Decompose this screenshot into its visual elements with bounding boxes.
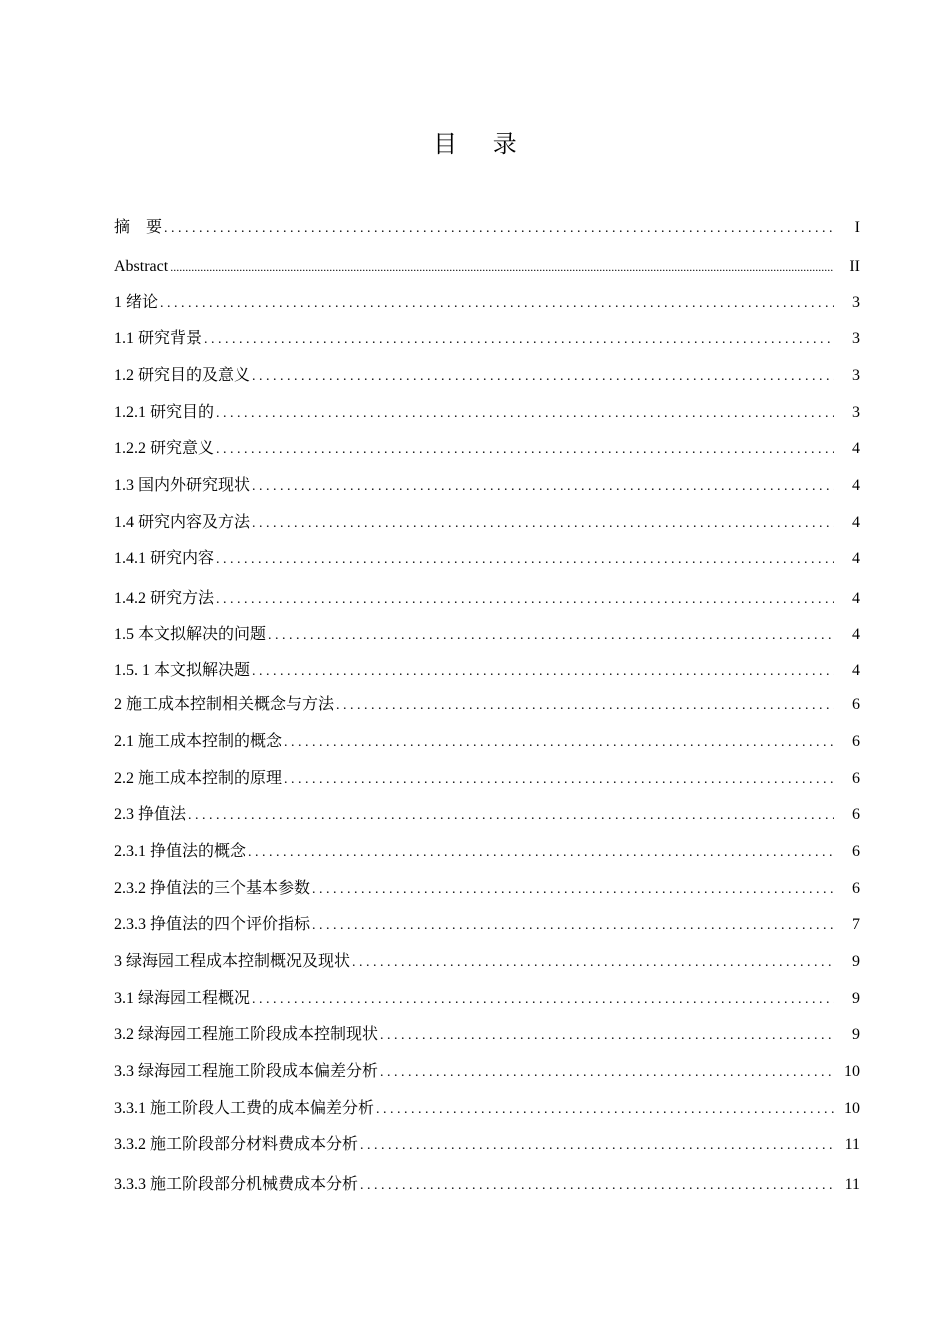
- toc-entry-page: 3: [852, 330, 860, 347]
- toc-entry-label: 1.5. 1 本文拟解决题: [114, 662, 251, 679]
- toc-leader-dots: [160, 292, 834, 316]
- toc-leader-dots: [376, 1098, 834, 1122]
- toc-entry-label: 1 绪论: [114, 294, 159, 311]
- toc-entry-label: 3.3.3 施工阶段部分机械费成本分析: [114, 1176, 359, 1193]
- toc-entry-label: 3.2 绿海园工程施工阶段成本控制现状: [114, 1026, 379, 1043]
- toc-leader-dots: [380, 1061, 834, 1085]
- toc-entry-page: 6: [852, 843, 860, 860]
- toc-entry-label: 3.1 绿海园工程概况: [114, 990, 251, 1007]
- toc-entry-label: 2.3 挣值法: [114, 806, 187, 823]
- toc-leader-dots: [216, 438, 834, 462]
- toc-entry-page: 4: [852, 550, 860, 567]
- toc-entry[interactable]: [114, 437, 860, 461]
- toc-leader-dots: [170, 255, 834, 280]
- toc-entry-page: 4: [852, 477, 860, 494]
- toc-entry-label: 1.4 研究内容及方法: [114, 514, 251, 531]
- toc-leader-dots: [204, 328, 834, 352]
- toc-entry[interactable]: [114, 803, 860, 827]
- toc-entry-label: 摘 要: [114, 219, 163, 236]
- toc-entry-page: 4: [852, 662, 860, 679]
- toc-entry[interactable]: [114, 913, 860, 937]
- toc-entry-label: 2 施工成本控制相关概念与方法: [114, 696, 335, 713]
- toc-entry-page: 6: [852, 733, 860, 750]
- toc-entry[interactable]: [114, 401, 860, 425]
- toc-entry[interactable]: [114, 255, 860, 279]
- toc-entry-label: 1.2.1 研究目的: [114, 404, 215, 421]
- toc-entry-page: 9: [852, 953, 860, 970]
- toc-leader-dots: [312, 914, 834, 938]
- toc-leader-dots: [268, 624, 834, 648]
- toc-leader-dots: [252, 512, 834, 536]
- toc-entry-label: 2.3.2 挣值法的三个基本参数: [114, 880, 311, 897]
- toc-entry[interactable]: [114, 1173, 860, 1197]
- toc-entry-label: 1.4.2 研究方法: [114, 590, 215, 607]
- toc-entry-label: 3.3.2 施工阶段部分材料费成本分析: [114, 1136, 359, 1153]
- toc-entry[interactable]: [114, 730, 860, 754]
- toc-leader-dots: [188, 804, 834, 828]
- toc-entry[interactable]: [114, 291, 860, 315]
- toc-entry-label: 2.1 施工成本控制的概念: [114, 733, 283, 750]
- toc-leader-dots: [360, 1174, 834, 1198]
- toc-leader-dots: [216, 548, 834, 572]
- toc-leader-dots: [252, 660, 834, 684]
- toc-entry-page: 3: [852, 294, 860, 311]
- toc-leader-dots: [336, 694, 834, 718]
- toc-leader-dots: [284, 731, 834, 755]
- toc-entry-label: 2.3.3 挣值法的四个评价指标: [114, 916, 311, 933]
- toc-entry-page: 6: [852, 770, 860, 787]
- toc-entry-label: 2.2 施工成本控制的原理: [114, 770, 283, 787]
- toc-entry[interactable]: [114, 587, 860, 611]
- toc-entry[interactable]: [114, 1133, 860, 1157]
- toc-entry-page: I: [854, 219, 860, 236]
- toc-entry[interactable]: [114, 216, 860, 240]
- page-title: 目 录: [433, 130, 531, 158]
- toc-entry-label: 3.3.1 施工阶段人工费的成本偏差分析: [114, 1100, 375, 1117]
- toc-entry[interactable]: [114, 877, 860, 901]
- toc-leader-dots: [284, 768, 834, 792]
- toc-entry-page: 10: [844, 1100, 860, 1117]
- toc-leader-dots: [360, 1134, 834, 1158]
- toc-entry-page: 11: [844, 1176, 860, 1193]
- toc-entry[interactable]: [114, 1097, 860, 1121]
- toc-entry[interactable]: [114, 1060, 860, 1084]
- toc-entry[interactable]: [114, 840, 860, 864]
- toc-entry[interactable]: [114, 767, 860, 791]
- toc-entry-label: 3 绿海园工程成本控制概况及现状: [114, 953, 351, 970]
- toc-entry[interactable]: [114, 474, 860, 498]
- toc-entry[interactable]: [114, 693, 860, 717]
- toc-entry[interactable]: [114, 659, 860, 683]
- toc-entry-page: 9: [852, 1026, 860, 1043]
- toc-entry-label: 2.3.1 挣值法的概念: [114, 843, 247, 860]
- toc-entry-page: 3: [852, 404, 860, 421]
- toc-leader-dots: [312, 878, 834, 902]
- toc-entry-page: 10: [844, 1063, 860, 1080]
- toc-leader-dots: [252, 475, 834, 499]
- toc-leader-dots: [216, 588, 834, 612]
- toc-entry[interactable]: [114, 950, 860, 974]
- toc-entry-page: 6: [852, 696, 860, 713]
- toc-leader-dots: [352, 951, 834, 975]
- toc-entry-page: 3: [852, 367, 860, 384]
- toc-entry-page: 4: [852, 514, 860, 531]
- toc-entry-label: 1.1 研究背景: [114, 330, 203, 347]
- toc-entry-label: 3.3 绿海园工程施工阶段成本偏差分析: [114, 1063, 379, 1080]
- toc-leader-dots: [164, 217, 834, 241]
- toc-entry-page: 11: [844, 1136, 860, 1153]
- toc-entry-page: 6: [852, 880, 860, 897]
- toc-entry[interactable]: [114, 364, 860, 388]
- toc-entry-page: 4: [852, 590, 860, 607]
- toc-entry[interactable]: [114, 987, 860, 1011]
- toc-entry-label: Abstract: [114, 258, 169, 275]
- toc-entry-page: 7: [852, 916, 860, 933]
- toc-entry-page: 4: [852, 440, 860, 457]
- toc-entry-label: 1.2 研究目的及意义: [114, 367, 251, 384]
- toc-leader-dots: [252, 988, 834, 1012]
- toc-entry-label: 1.4.1 研究内容: [114, 550, 215, 567]
- toc-entry-page: 6: [852, 806, 860, 823]
- toc-entry[interactable]: [114, 327, 860, 351]
- toc-leader-dots: [216, 402, 834, 426]
- toc-entry[interactable]: [114, 547, 860, 571]
- toc-entry-label: 1.2.2 研究意义: [114, 440, 215, 457]
- toc-entry-label: 1.3 国内外研究现状: [114, 477, 251, 494]
- toc-leader-dots: [380, 1024, 834, 1048]
- toc-entry-page: II: [849, 258, 860, 275]
- toc-leader-dots: [252, 365, 834, 389]
- toc-entry-page: 4: [852, 626, 860, 643]
- toc-leader-dots: [248, 841, 834, 865]
- toc-entry[interactable]: [114, 623, 860, 647]
- toc-entry[interactable]: [114, 511, 860, 535]
- toc-entry[interactable]: [114, 1023, 860, 1047]
- toc-entry-label: 1.5 本文拟解决的问题: [114, 626, 267, 643]
- toc-entry-page: 9: [852, 990, 860, 1007]
